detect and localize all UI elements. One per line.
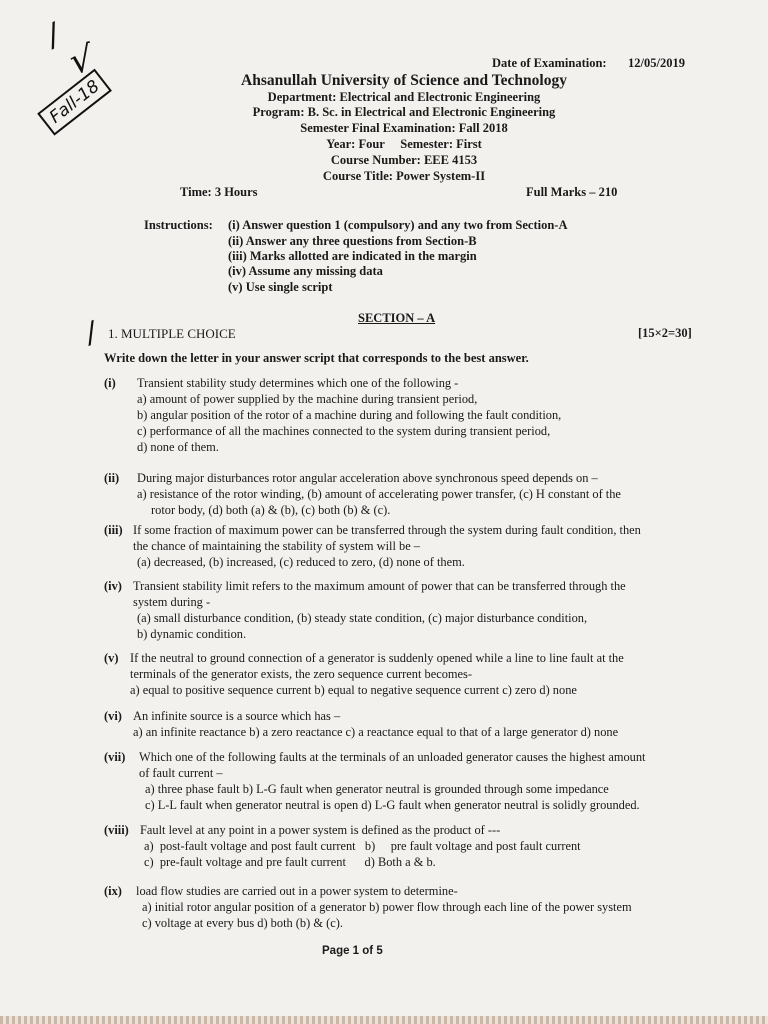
question-text: An infinite source is a source which has – [133, 709, 341, 723]
section-title: SECTION – A [358, 311, 436, 325]
question-text: Fault level at any point in a power system is defined as the product of --- [140, 823, 501, 837]
option-line: a) three phase fault b) L-G fault when generator neutral is grounded through some impedance [145, 782, 609, 796]
question-number: (v) [104, 651, 119, 665]
handwritten-check-mark: √ [66, 38, 97, 83]
question-number: (ix) [104, 884, 122, 898]
course-number: Course Number: EEE 4153 [330, 153, 478, 167]
instruction-item: (i) Answer question 1 (compulsory) and any two from Section-A [228, 218, 568, 232]
question-text: If the neutral to ground connection of a generator is suddenly opened while a line to line fault at the [130, 651, 624, 665]
question-number: (viii) [104, 823, 129, 837]
department: Department: Electrical and Electronic Engineering [267, 90, 541, 104]
question-number: (vii) [104, 750, 126, 764]
question-text: load flow studies are carried out in a power system to determine- [136, 884, 458, 898]
handwritten-slash-mark: ∕ [80, 315, 101, 350]
program: Program: B. Sc. in Electrical and Electronic Engineering [252, 105, 556, 119]
question-number: (i) [104, 376, 116, 390]
question-number: (ii) [104, 471, 120, 485]
course-title: Course Title: Power System-II [322, 169, 486, 183]
question-text: system during - [133, 595, 211, 609]
question-text: Transient stability limit refers to the maximum amount of power that can be transferred through the [133, 579, 626, 593]
option-line: a) initial rotor angular position of a generator b) power flow through each line of the power system [142, 900, 632, 914]
question-text: Which one of the following faults at the terminals of an unloaded generator causes the highest amount [139, 750, 646, 764]
option-line: a) post-fault voltage and post fault current b) pre fault voltage and post fault current [144, 839, 581, 853]
question-number: (iii) [104, 523, 123, 537]
year-semester: Year: Four Semester: First [326, 137, 482, 151]
option-line: (a) small disturbance condition, (b) steady state condition, (c) major disturbance condition, [137, 611, 588, 625]
question-text: If some fraction of maximum power can be transferred through the system during fault condition, then [133, 523, 641, 537]
scan-edge [0, 1016, 768, 1024]
question-1-label: 1. MULTIPLE CHOICE [108, 326, 236, 341]
handwritten-stamp: Fall-18 [37, 68, 112, 135]
option-line: c) performance of all the machines connected to the system during transient period, [137, 424, 551, 438]
exam-date-label: Date of Examination: [492, 56, 607, 70]
question-text: During major disturbances rotor angular acceleration above synchronous speed depends on – [137, 471, 598, 485]
question-text: of fault current – [139, 766, 223, 780]
full-marks: Full Marks – 210 [526, 185, 618, 199]
question-1-marks: [15×2=30] [638, 326, 692, 340]
exam-time: Time: 3 Hours [180, 185, 258, 199]
exam-date: 12/05/2019 [628, 56, 685, 70]
instruction-item: (iv) Assume any missing data [228, 264, 383, 278]
option-line: a) resistance of the rotor winding, (b) amount of accelerating power transfer, (c) H constant of the [137, 487, 621, 501]
instruction-item: (iii) Marks allotted are indicated in the margin [228, 249, 477, 263]
university-name: Ahsanullah University of Science and Technology [241, 72, 567, 89]
question-number: (vi) [104, 709, 122, 723]
instruction-item: (v) Use single script [228, 280, 333, 294]
handwritten-tick-mark: ∕ [41, 17, 66, 54]
option-line: c) pre-fault voltage and pre fault current d) Both a & b. [144, 855, 436, 869]
option-line: d) none of them. [137, 440, 219, 454]
option-line: c) L-L fault when generator neutral is open d) L-G fault when generator neutral is solidly grounded. [145, 798, 640, 812]
question-number: (iv) [104, 579, 122, 593]
question-text: Transient stability study determines which one of the following - [137, 376, 459, 390]
question-text: terminals of the generator exists, the zero sequence current becomes- [130, 667, 472, 681]
instructions-label: Instructions: [144, 218, 213, 232]
directive: Write down the letter in your answer script that corresponds to the best answer. [104, 351, 529, 365]
option-line: b) dynamic condition. [137, 627, 247, 641]
option-line: a) an infinite reactance b) a zero reactance c) a reactance equal to that of a large generator d) none [133, 725, 619, 739]
option-line: b) angular position of the rotor of a machine during and following the fault condition, [137, 408, 562, 422]
exam-name: Semester Final Examination: Fall 2018 [300, 121, 508, 135]
option-line: c) voltage at every bus d) both (b) & (c). [142, 916, 343, 930]
option-line: a) amount of power supplied by the machine during transient period, [137, 392, 478, 406]
question-text: the chance of maintaining the stability of system will be – [133, 539, 420, 553]
option-line: a) equal to positive sequence current b) equal to negative sequence current c) zero d) none [130, 683, 577, 697]
option-line: rotor body, (d) both (a) & (b), (c) both (b) & (c). [151, 503, 391, 517]
option-line: (a) decreased, (b) increased, (c) reduced to zero, (d) none of them. [137, 555, 465, 569]
instruction-item: (ii) Answer any three questions from Section-B [228, 234, 477, 248]
page-number: Page 1 of 5 [322, 945, 383, 957]
